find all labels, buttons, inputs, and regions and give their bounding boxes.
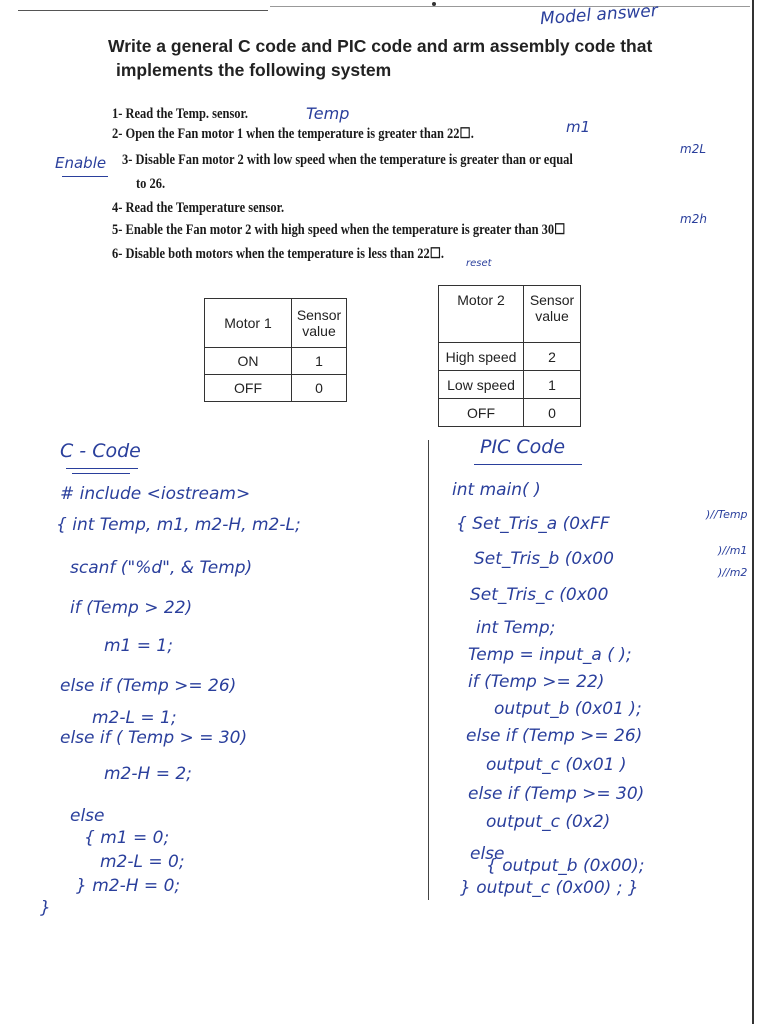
code-line: m1 = 1; bbox=[104, 636, 173, 656]
requirement-item: 4- Read the Temperature sensor. bbox=[112, 200, 285, 216]
scan-speck bbox=[432, 2, 436, 6]
table-cell: ON bbox=[205, 348, 292, 375]
question-line-1: Write a general C code and PIC code and arm assembly code that bbox=[108, 36, 653, 56]
annotation-m2h: m2h bbox=[680, 212, 707, 226]
pic-code-underline bbox=[474, 464, 582, 465]
table-header: Sensor value bbox=[524, 286, 581, 343]
requirement-item: 1- Read the Temp. sensor. bbox=[112, 106, 249, 122]
requirement-item: 3- Disable Fan motor 2 with low speed when the temperature is greater than or equal bbox=[122, 152, 573, 168]
code-line: Set_Tris_c (0x00 bbox=[470, 585, 609, 605]
code-line: { int Temp, m1, m2-H, m2-L; bbox=[56, 515, 301, 535]
code-line: else if ( Temp > = 30) bbox=[60, 728, 248, 748]
code-line: Temp = input_a ( ); bbox=[468, 645, 632, 665]
c-code-underline bbox=[66, 468, 138, 469]
top-edge-line bbox=[18, 10, 268, 11]
code-line: } output_c (0x00) ; } bbox=[460, 878, 639, 898]
pic-comment: )//m1 bbox=[718, 544, 748, 557]
motor1-table bbox=[204, 298, 347, 402]
column-divider bbox=[428, 440, 429, 900]
annotation-m1: m1 bbox=[566, 118, 591, 136]
table-cell: OFF bbox=[439, 399, 524, 427]
code-line: else bbox=[470, 844, 505, 864]
pic-comment: )//m2 bbox=[718, 566, 748, 579]
requirement-item: 6- Disable both motors when the temperature is less than 22☐. bbox=[112, 246, 445, 262]
table-header: Sensor value bbox=[292, 299, 347, 348]
code-line: else if (Temp >= 26) bbox=[466, 726, 643, 746]
pic-comment: )//Temp bbox=[706, 508, 748, 521]
code-line: Set_Tris_b (0x00 bbox=[474, 549, 614, 569]
code-line: else bbox=[70, 806, 105, 826]
code-line: int Temp; bbox=[476, 618, 556, 638]
annotation-temp: Temp bbox=[306, 104, 350, 123]
annotation-enable: Enable bbox=[55, 154, 107, 172]
top-edge-line-faint bbox=[270, 6, 750, 7]
pic-code-heading: PIC Code bbox=[480, 436, 566, 458]
table-cell: 0 bbox=[292, 375, 347, 402]
requirement-item: 2- Open the Fan motor 1 when the temperature is greater than 22☐. bbox=[112, 126, 474, 142]
code-line: m2-H = 2; bbox=[104, 764, 192, 784]
code-line: scanf ("%d", & Temp) bbox=[70, 558, 253, 578]
table-cell: 2 bbox=[524, 343, 581, 371]
question-line-2: implements the following system bbox=[116, 60, 392, 80]
code-line: # include <iostream> bbox=[60, 484, 251, 504]
c-code-heading: C - Code bbox=[60, 440, 141, 462]
code-line: m2-L = 1; bbox=[92, 708, 177, 728]
table-cell: Low speed bbox=[439, 371, 524, 399]
code-line: output_c (0x2) bbox=[486, 812, 611, 832]
c-code-underline-2 bbox=[72, 473, 130, 474]
table-cell: 1 bbox=[524, 371, 581, 399]
requirement-item: 5- Enable the Fan motor 2 with high speed when the temperature is greater than 30☐ bbox=[112, 222, 566, 238]
enable-underline bbox=[62, 176, 108, 177]
code-line: int main( ) bbox=[452, 480, 541, 500]
code-line: output_b (0x01 ); bbox=[494, 699, 642, 719]
motor2-table bbox=[438, 285, 581, 427]
code-line: { output_b (0x00); bbox=[486, 856, 645, 876]
annotation-reset: reset bbox=[466, 258, 492, 269]
requirement-item-continued: to 26. bbox=[136, 176, 166, 192]
table-cell: High speed bbox=[439, 343, 524, 371]
question-title bbox=[108, 34, 668, 82]
code-line: m2-L = 0; bbox=[100, 852, 185, 872]
model-answer-note: Model answer bbox=[539, 0, 659, 30]
code-line: } m2-H = 0; bbox=[76, 876, 181, 896]
annotation-m2l: m2L bbox=[680, 142, 707, 156]
code-line: { Set_Tris_a (0xFF bbox=[456, 514, 610, 534]
table-cell: 0 bbox=[524, 399, 581, 427]
code-line: if (Temp > 22) bbox=[70, 598, 193, 618]
table-header: Motor 2 bbox=[439, 286, 524, 343]
page-right-edge bbox=[752, 0, 754, 1024]
code-line: else if (Temp >= 26) bbox=[60, 676, 237, 696]
table-cell: 1 bbox=[292, 348, 347, 375]
code-line: { m1 = 0; bbox=[84, 828, 170, 848]
table-cell: OFF bbox=[205, 375, 292, 402]
code-line: } bbox=[40, 898, 51, 918]
code-line: else if (Temp >= 30) bbox=[468, 784, 645, 804]
code-line: output_c (0x01 ) bbox=[486, 755, 627, 775]
table-header: Motor 1 bbox=[205, 299, 292, 348]
code-line: if (Temp >= 22) bbox=[468, 672, 605, 692]
